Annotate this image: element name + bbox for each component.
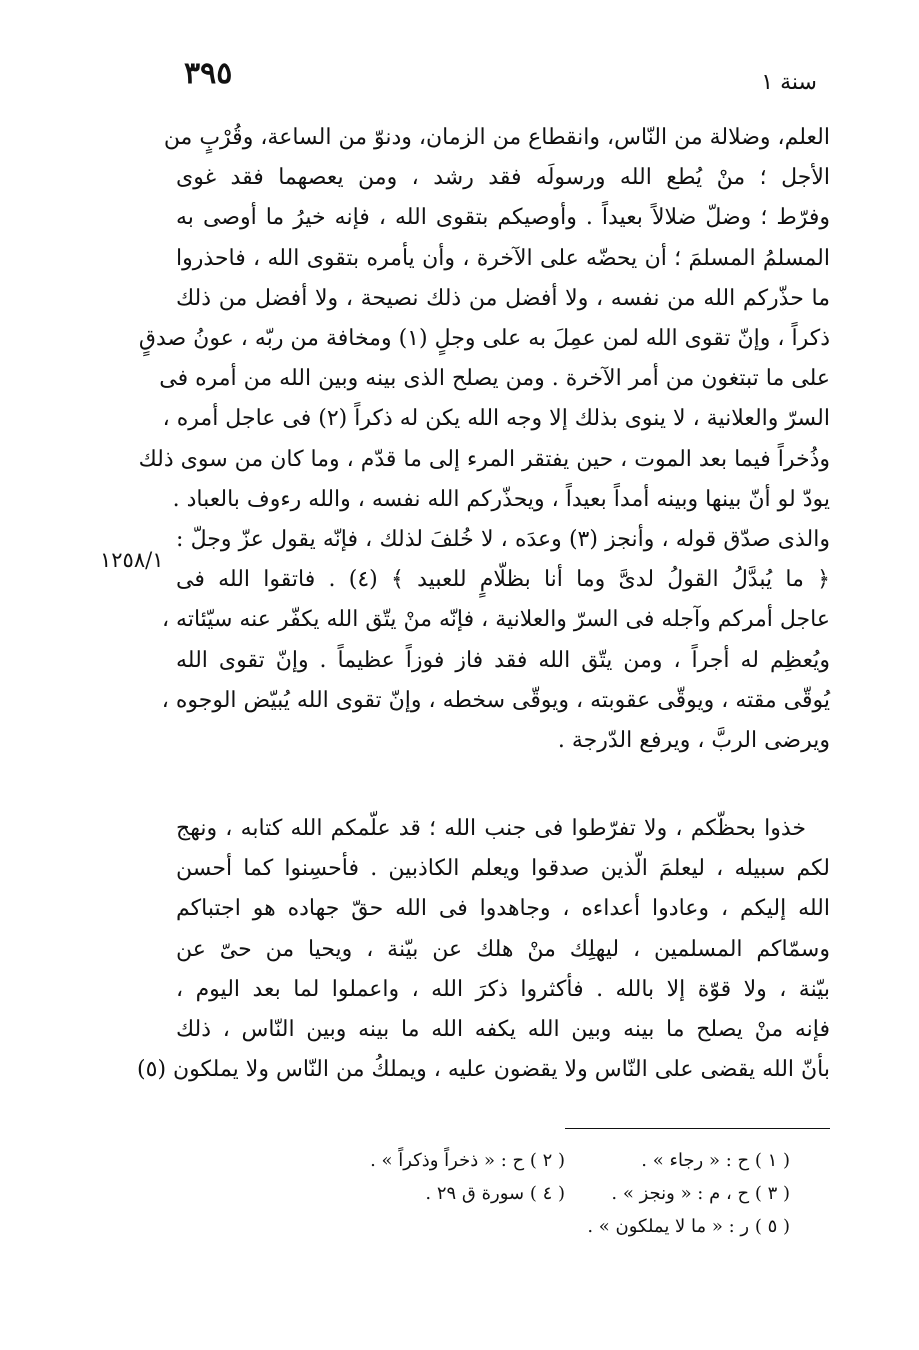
text-line: فإنه منْ يصلح ما بينه وبين الله يكفه الله ما بينه وبين النّاس ، ذلك — [176, 1017, 830, 1043]
text-line: ويرضى الربَّ ، ويرفع الدّرجة . — [557, 728, 830, 754]
text-line: العلم، وضلالة من النّاس، وانقطاع من الزمان، ودنوّ من الساعة، وقُرْبٍ من — [163, 125, 830, 150]
footnote-divider — [565, 1128, 830, 1129]
text-line: على ما تبتغون من أمر الآخرة . ومن يصلح الذى بينه وبين الله من أمره فى — [159, 366, 830, 392]
text-line: وسمّاكم المسلمين ، ليهلِك منْ هلك عن بيّنة ، ويحيا من حىّ عن — [176, 936, 830, 962]
footnote-5: ( ٥ ) ر : « ما لا يملكون » . — [587, 1216, 790, 1237]
footnote-row — [340, 1210, 790, 1243]
text-line: عاجل أمركم وآجله فى السرّ والعلانية ، فإنّه منْ يتّق الله يكفّر عنه سيّئاته ، — [161, 607, 830, 633]
text-line: يودّ لو أنّ بينها وبينه أمداً بعيداً ، ويحذّركم الله نفسه ، والله رءوف بالعباد . — [172, 486, 830, 512]
text-line: الله إليكم ، وعادوا أعداءه ، وجاهدوا فى الله حقّ جهاده هو اجتباكم — [176, 896, 830, 922]
text-line: لكم سبيله ، ليعلمَ الّذين صدقوا ويعلم الكاذبين . فأحسِنوا كما أحسن — [176, 856, 830, 882]
text-line: بأنّ الله يقضى على النّاس ولا يقضون عليه ، ويملكُ من النّاس ولا يملكون (٥) — [137, 1057, 830, 1083]
footnote-2: ( ٢ ) ح : « ذخراً وذكراً » . — [370, 1150, 565, 1171]
footnote-3: ( ٣ ) ح ، م : « ونجز » . — [611, 1183, 790, 1204]
text-line: والذى صدّق قوله ، وأنجز (٣) وعدَه ، لا خُلفَ لذلك ، فإنّه يقول عزّ وجلّ : — [176, 527, 830, 553]
text-line: يُوقّى مقته ، ويوقّى عقوبته ، ويوقّى سخطه ، وإنّ تقوى الله يُبيّض الوجوه ، — [161, 687, 830, 713]
text-line: ذكراً ، وإنّ تقوى الله لمن عمِلَ به على وجلٍ (١) ومخافة من ربّه ، عونُ صدقٍ — [138, 326, 830, 352]
text-line: ويُعظِم له أجراً ، ومن يتّق الله فقد فاز فوزاً عظيماً . وإنّ تقوى الله — [176, 647, 830, 673]
text-line: وذُخراً فيما بعد الموت ، حين يفتقر المرء إلى ما قدّم ، وما كان من سوى ذلك — [138, 446, 830, 472]
text-line: خذوا بحظّكم ، ولا تفرّطوا فى جنب الله ؛ قد علّمكم الله كتابه ، ونهج — [176, 816, 806, 841]
text-line: بيّنة ، ولا قوّة إلا بالله . فأكثروا ذكرَ الله ، واعملوا لما بعد اليوم ، — [176, 976, 830, 1002]
text-line: الأجل ؛ منْ يُطع الله ورسولَه فقد رشد ، ومن يعصهما فقد غوى — [176, 165, 830, 191]
text-line: ما حذّركم الله من نفسه ، ولا أفضل من ذلك نصيحة ، ولا أفضل من ذلك — [176, 285, 830, 311]
text-line: المسلمُ المسلمَ ؛ أن يحضّه على الآخرة ، وأن يأمره بتقوى الله ، فاحذروا — [176, 245, 830, 271]
running-head: سنة ١ — [761, 70, 817, 95]
page-number: ٣٩٥ — [184, 56, 233, 91]
footnote-1: ( ١ ) ح : « رجاء » . — [641, 1150, 790, 1171]
text-line: السرّ والعلانية ، لا ينوى بذلك إلا وجه الله يكن له ذكراً (٢) فى عاجل أمره ، — [162, 406, 830, 432]
footnote-row — [340, 1177, 790, 1210]
footnotes — [340, 1144, 790, 1243]
paragraph-2 — [137, 809, 830, 1090]
quran-quote-line: ﴿ ما يُبدَّلُ القولُ لدىَّ وما أنا بظلّامٍ للعبيد ﴾ (٤) . فاتقوا الله فى — [176, 567, 831, 593]
margin-reference: ١٢٥٨/١ — [100, 548, 164, 572]
text-line: وفرّط ؛ وضلّ ضلالاً بعيداً . وأوصيكم بتقوى الله ، فإنه خيرُ ما أوصى به — [176, 205, 830, 231]
paragraph-1 — [138, 118, 831, 761]
footnote-4: ( ٤ ) سورة ق ٢٩ . — [425, 1183, 565, 1204]
footnote-row — [340, 1144, 790, 1177]
